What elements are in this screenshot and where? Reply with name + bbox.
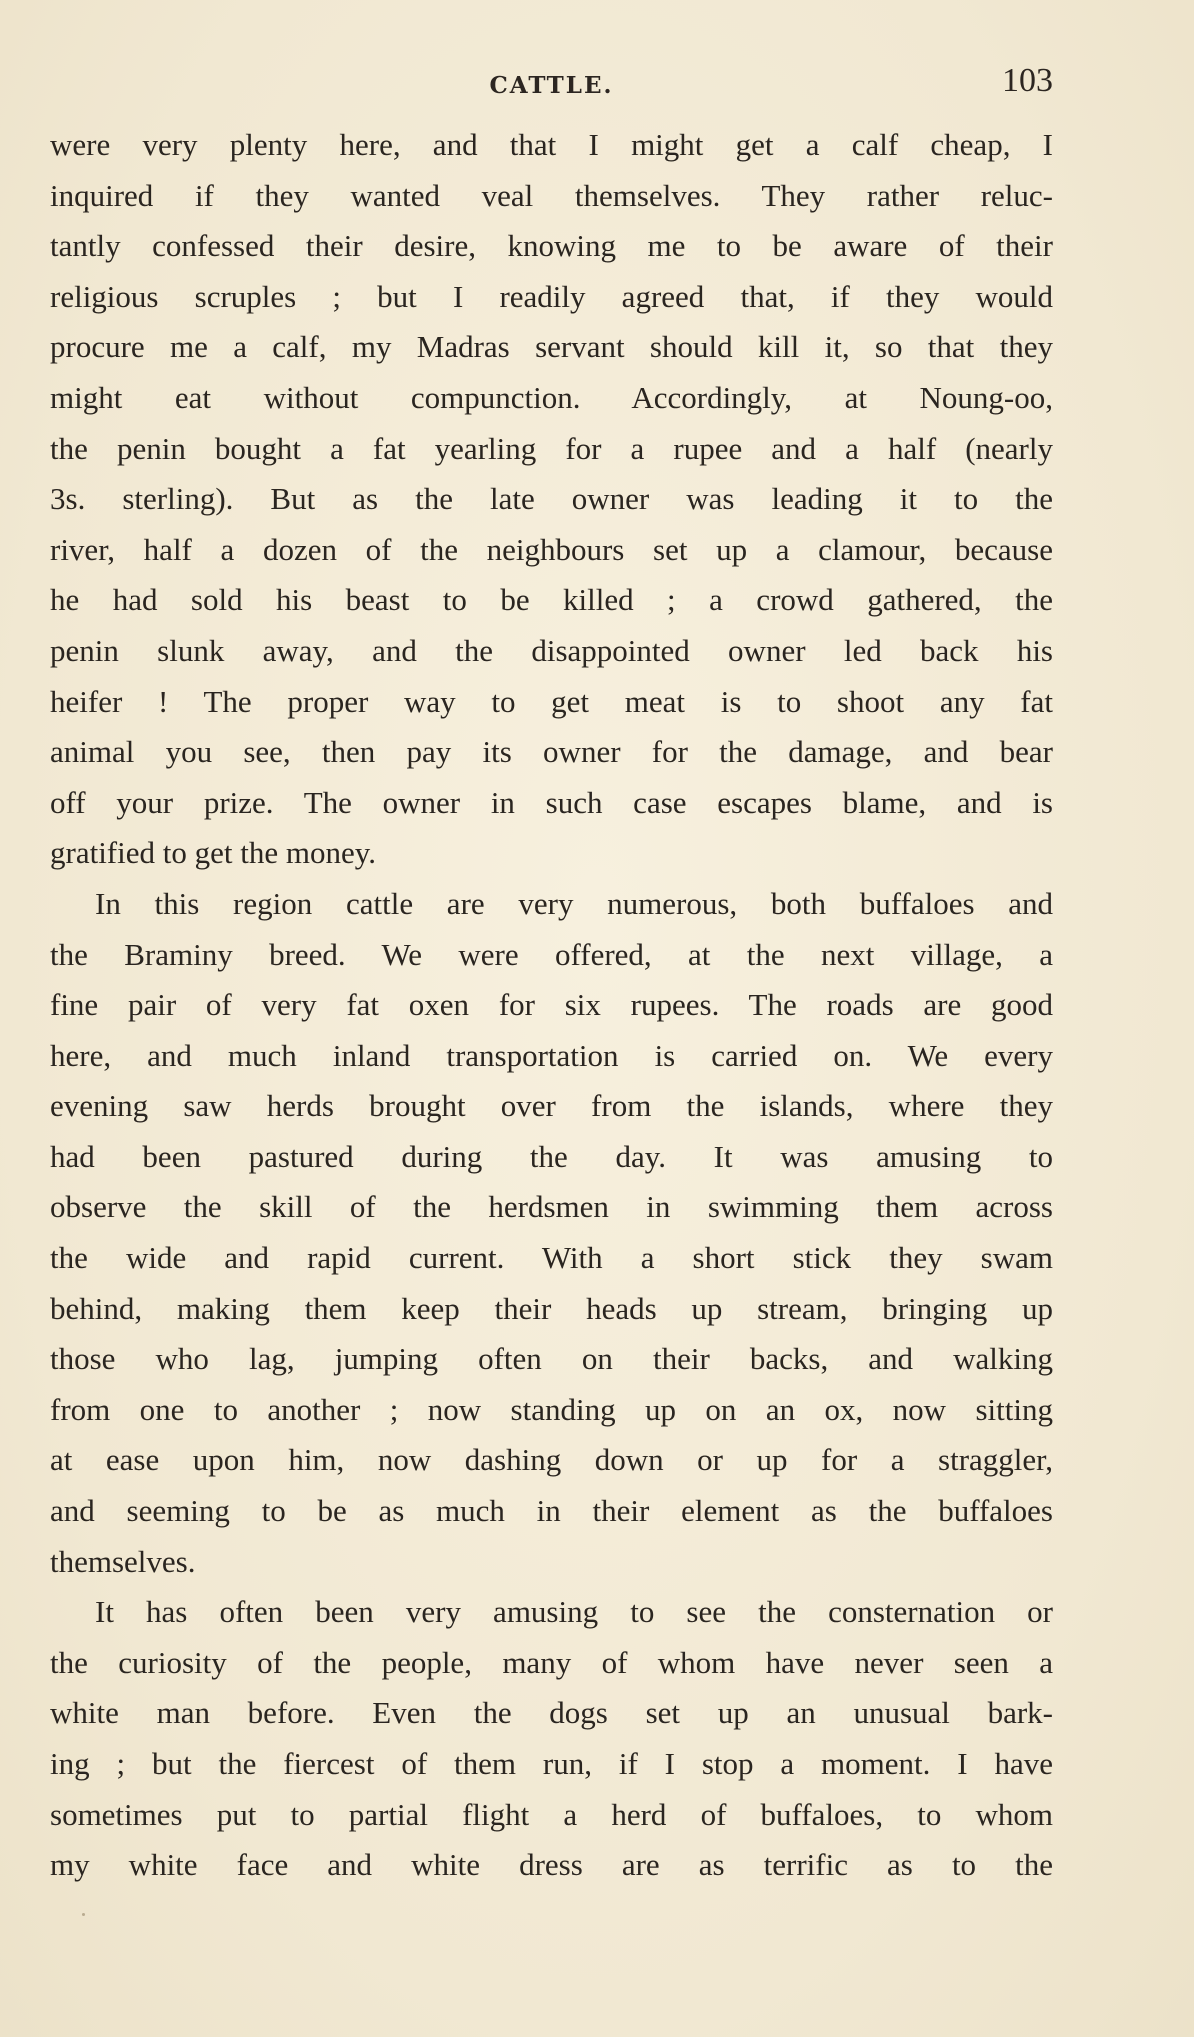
text-line: penin slunk away, and the disappointed owner led back his <box>50 632 1053 668</box>
text-line: inquired if they wanted veal themselves. They rather reluc- <box>50 177 1053 213</box>
text-line: off your prize. The owner in such case escapes blame, and is <box>50 784 1053 820</box>
text-line: animal you see, then pay its owner for the damage, and bear <box>50 734 1053 770</box>
page-number: 103 <box>1002 62 1053 99</box>
text-line: at ease upon him, now dashing down or up for a straggler, <box>50 1442 1053 1478</box>
text-line: behind, making them keep their heads up stream, bringing up <box>50 1290 1053 1326</box>
paragraph-start-line: It has often been very amusing to see the consternation or <box>95 1594 1053 1630</box>
text-line: those who lag, jumping often on their backs, and walking <box>50 1341 1053 1377</box>
text-line: from one to another ; now standing up on an ox, now sitting <box>50 1391 1053 1427</box>
body-text <box>50 120 1053 1891</box>
text-line: tantly confessed their desire, knowing me to be aware of their <box>50 228 1053 264</box>
text-line: were very plenty here, and that I might get a calf cheap, I <box>50 127 1053 162</box>
text-line: might eat without compunction. Accordingly, at Noung-oo, <box>50 379 1053 415</box>
text-line: the penin bought a fat yearling for a rupee and a half (nearly <box>50 430 1053 466</box>
text-line: fine pair of very fat oxen for six rupees. The roads are good <box>50 987 1053 1023</box>
text-line: gratified to get the money. <box>50 835 376 871</box>
paragraph-start-line: In this region cattle are very numerous, both buffaloes and <box>95 885 1053 921</box>
text-line: white man before. Even the dogs set up an unusual bark- <box>50 1695 1053 1731</box>
running-title: CATTLE. <box>489 72 614 99</box>
text-line: themselves. <box>50 1543 196 1579</box>
running-head <box>50 62 1053 112</box>
text-line: heifer ! The proper way to get meat is to shoot any fat <box>50 683 1053 719</box>
text-line: here, and much inland transportation is carried on. We every <box>50 1037 1053 1073</box>
text-line: had been pastured during the day. It was amusing to <box>50 1138 1053 1174</box>
text-line: evening saw herds brought over from the islands, where they <box>50 1088 1053 1124</box>
text-line: and seeming to be as much in their element as the buffaloes <box>50 1493 1053 1529</box>
paper-speck <box>82 1913 85 1916</box>
text-line: procure me a calf, my Madras servant should kill it, so that they <box>50 329 1053 365</box>
text-line: he had sold his beast to be killed ; a crowd gathered, the <box>50 582 1053 618</box>
text-line: 3s. sterling). But as the late owner was leading it to the <box>50 481 1053 517</box>
text-line: ing ; but the fiercest of them run, if I stop a moment. I have <box>50 1746 1053 1781</box>
text-line: river, half a dozen of the neighbours set up a clamour, because <box>50 531 1053 567</box>
text-line: the wide and rapid current. With a short stick they swam <box>50 1240 1053 1276</box>
text-line: sometimes put to partial flight a herd of buffaloes, to whom <box>50 1796 1053 1832</box>
text-line: religious scruples ; but I readily agreed that, if they would <box>50 278 1053 314</box>
text-line: the curiosity of the people, many of whom have never seen a <box>50 1644 1053 1680</box>
text-line: observe the skill of the herdsmen in swimming them across <box>50 1189 1053 1225</box>
text-line: the Braminy breed. We were offered, at the next village, a <box>50 936 1053 972</box>
text-line: my white face and white dress are as terrific as to the <box>50 1847 1053 1883</box>
